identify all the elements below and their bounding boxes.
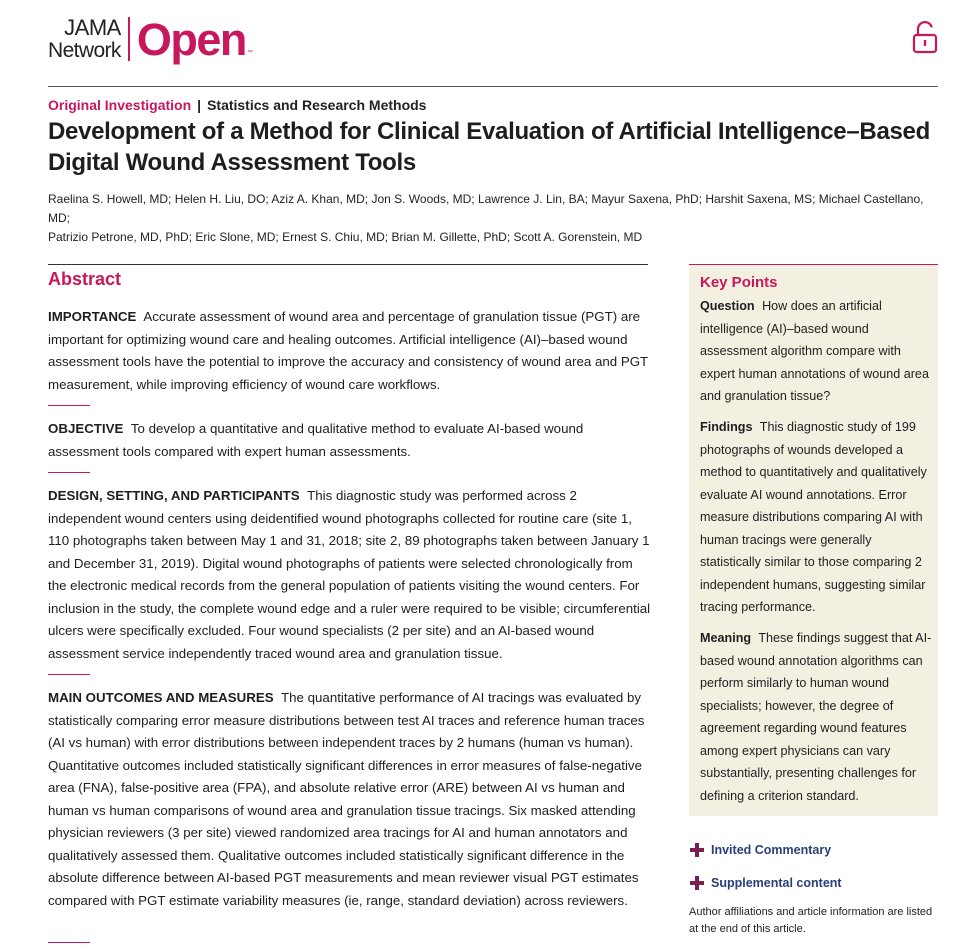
abstract-importance [48, 306, 652, 396]
outcomes-text: The quantitative performance of AI tracings was evaluated by statistically comparing error measure distributions between test AI traces and reference human traces (AI vs human) with error distributions between independent traces by 2 humans (human vs human). Quantitative outcomes included statistically significant differences in error measures of false-negative area (FNA), false-positive area (FPA), and absolute relative error (ARE) between AI vs human and human vs human comparisons of wound area and granulation tissue tracings. Six masked attending physician reviewers (3 per site) viewed randomized area tracings for AI and human annotators and qualitatively assessed them. Qualitative outcomes included statistically significant difference in the absolute difference between AI-based PGT measurements and mean reviewer visual PGT estimates compared with PGT estimate variability measures (ie, range, standard deviation) across reviewers. [48, 690, 645, 908]
objective-label: OBJECTIVE [48, 421, 124, 436]
logo-wordmark-left [48, 17, 121, 61]
abstract-heading: Abstract [48, 269, 122, 289]
design-text: This diagnostic study was performed across 2 independent wound centers using deidentified wound photographs collected for routine care (site 1, 110 photographs taken between May 1 and 31, 2018; site 2, 89 photographs taken between January 1 and December 31, 2019). Digital wound photographs of patients were selected chronologically from the electronic medical records from the general population of patients visiting the wound centers. For inclusion in the study, the complete wound edge and a ruler were required to be visible; circumferential ulcers were specifically excluded. Four wound specialists (2 per site) and an AI-based wound assessment service independently traced wound area and granulation tissue. [48, 488, 651, 661]
supplemental-content-label[interactable]: Supplemental content [711, 876, 842, 890]
logo-open: Open [136, 13, 246, 65]
key-points-findings [700, 416, 934, 619]
plus-icon [690, 876, 704, 890]
invited-commentary-label[interactable]: Invited Commentary [711, 843, 832, 857]
outcomes-label: MAIN OUTCOMES AND MEASURES [48, 690, 274, 705]
findings-label: Findings [700, 420, 753, 434]
logo-trademark: ™ [246, 50, 253, 56]
authors-line-1: Raelina S. Howell, MD; Helen H. Liu, DO; Aziz A. Khan, MD; Jon S. Woods, MD; Lawrence J. Lin, BA; Mayur Saxena, PhD; Harshit Saxena, MS; Michael Castellano, MD; [48, 192, 924, 225]
question-text: How does an artificial intelligence (AI)–based wound assessment algorithm compare with expert human annotations of wound area and granulation tissue? [700, 299, 929, 403]
unlock-icon[interactable] [912, 20, 938, 54]
supplemental-content-link[interactable] [690, 873, 842, 893]
article-category[interactable]: Original Investigation [48, 97, 192, 113]
authors-line-2: Patrizio Petrone, MD, PhD; Eric Slone, MD; Ernest S. Chiu, MD; Brian M. Gillette, PhD; Scott A. Gorenstein, MD [48, 230, 643, 244]
key-points-question [700, 295, 934, 408]
question-label: Question [700, 299, 755, 313]
design-label: DESIGN, SETTING, AND PARTICIPANTS [48, 488, 300, 503]
findings-text: This diagnostic study of 199 photographs of wounds developed a method to quantitatively and qualitatively evaluate AI wound annotations. Error measure distributions comparing AI with human tracings were generally statistically similar to those comparing 2 independent humans, suggesting similar tracing performance. [700, 420, 927, 614]
abstract-outcomes [48, 687, 652, 912]
logo-jama: JAMA [64, 15, 121, 40]
logo-divider [128, 17, 130, 61]
jama-network-open-logo[interactable] [48, 14, 253, 64]
importance-text: Accurate assessment of wound area and percentage of granulation tissue (PGT) are important for optimizing wound care and healing outcomes. Artificial intelligence (AI)–based wound assessment tools have the potential to improve the accuracy and consistency of wound area and PGT measurement, while improving efficiency of wound care workflows. [48, 309, 648, 392]
abstract-design [48, 485, 652, 665]
key-points-title: Key Points [700, 274, 778, 291]
meaning-text: These findings suggest that AI-based wound annotation algorithms can perform similarly to human wound specialists; however, the degree of agreement regarding wound features among expert physicians can vary substantially, presenting challenges for defining a criterion standard. [700, 631, 932, 803]
section-divider [48, 405, 90, 406]
abstract-header [48, 264, 648, 294]
plus-icon [690, 843, 704, 857]
section-divider [48, 942, 90, 943]
logo-network: Network [48, 39, 121, 62]
article-title: Development of a Method for Clinical Evaluation of Artificial Intelligence–Based Digital Wound Assessment Tools [48, 118, 930, 176]
section-divider [48, 674, 90, 675]
header-divider [48, 86, 938, 87]
affiliations-note: Author affiliations and article information are listed at the end of this article. [689, 906, 933, 935]
key-points-box [689, 264, 938, 816]
invited-commentary-link[interactable] [690, 840, 831, 860]
author-list [48, 190, 928, 247]
objective-text: To develop a quantitative and qualitative method to evaluate AI-based wound assessment tools compared with expert human assessments. [48, 421, 584, 459]
abstract-objective [48, 418, 652, 463]
article-kicker [48, 96, 426, 114]
importance-label: IMPORTANCE [48, 309, 137, 324]
key-points-meaning [700, 627, 934, 807]
meaning-label: Meaning [700, 631, 752, 645]
article-subcategory[interactable]: Statistics and Research Methods [207, 97, 427, 113]
section-divider [48, 472, 90, 473]
kicker-separator: | [197, 97, 202, 113]
